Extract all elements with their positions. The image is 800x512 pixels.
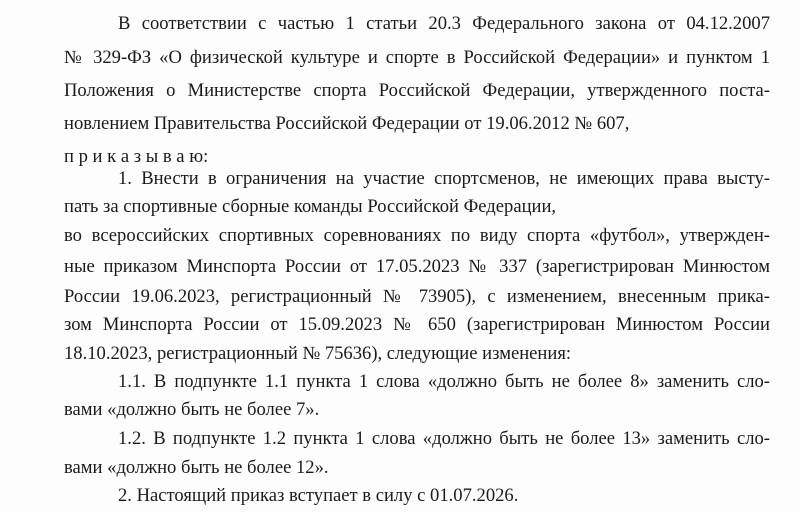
text-line: 2. Настоящий приказ вступает в силу с 01.07.2026. (118, 485, 519, 506)
text-line: № 329-ФЗ «О физической культуре и спорте в Российской Федерации» и пунктом 1 (64, 47, 770, 68)
text-line: 1. Внести в ограничения на участие спортсменов, не имеющих права высту- (118, 168, 770, 189)
text-line: во всероссийских спортивных соревнованиях по виду спорта «футбол», утвержден- (64, 225, 770, 246)
text-line: 1.1. В подпункте 1.1 пункта 1 слова «должно быть не более 8» заменить сло- (118, 371, 770, 392)
text-line: новлением Правительства Российской Федерации от 19.06.2012 № 607, (64, 113, 630, 134)
text-line: Положения о Министерстве спорта Российской Федерации, утвержденного поста- (64, 80, 770, 101)
text-line: вами «должно быть не более 7». (64, 399, 320, 420)
text-line: вами «должно быть не более 12». (64, 457, 329, 478)
text-line: 1.2. В подпункте 1.2 пункта 1 слова «должно быть не более 13» заменить сло- (118, 428, 770, 449)
text-line: В соответствии с частью 1 статьи 20.3 Федерального закона от 04.12.2007 (118, 13, 770, 34)
text-line: ные приказом Минспорта России от 17.05.2023 № 337 (зарегистрирован Минюстом (64, 256, 770, 277)
text-line: 18.10.2023, регистрационный № 75636), следующие изменения: (64, 343, 572, 364)
text-line: России 19.06.2023, регистрационный № 73905), с изменением, внесенным прика- (64, 286, 770, 307)
text-line: пать за спортивные сборные команды Российской Федерации, (64, 196, 557, 217)
text-line: п р и к а з ы в а ю: (64, 146, 209, 167)
text-line: зом Минспорта России от 15.09.2023 № 650 (зарегистрирован Минюстом России (64, 314, 770, 335)
